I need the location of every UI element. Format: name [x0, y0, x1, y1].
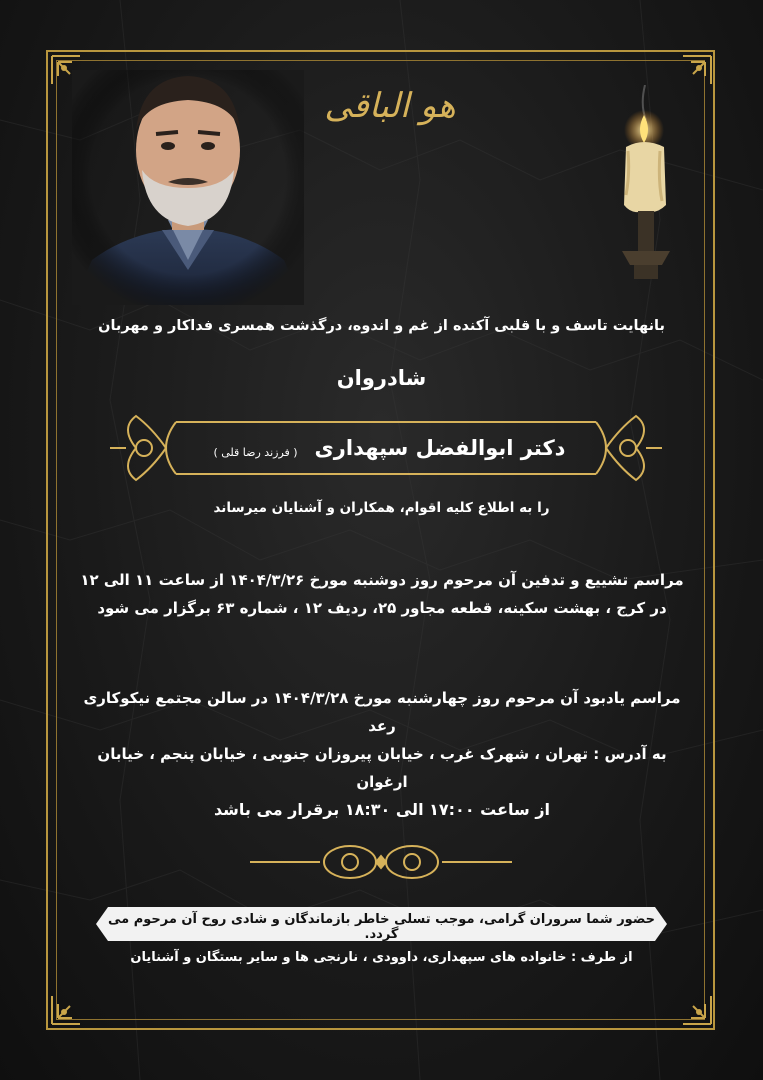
divider-ornament-icon	[250, 838, 512, 886]
corner-ornament-icon	[669, 982, 713, 1026]
honorific: شادروان	[336, 366, 427, 390]
from-line: از طرف : خانواده های سپهداری، داوودی ، نارنجی ها و سایر بستگان و آشنایان	[130, 950, 633, 965]
corner-ornament-icon	[50, 982, 94, 1026]
funeral-paragraph	[72, 566, 692, 622]
memorial-line-1: مراسم یادبود آن مرحوم روز چهارشنبه مورخ ۱۴۰۴/۳/۲۸ در سالن مجتمع نیکوکاری رعد	[83, 689, 681, 735]
funeral-line-2: در کرج ، بهشت سکینه، قطعه مجاور ۲۵، ردیف ۱۲ ، شماره ۶۳ برگزار می شود	[97, 599, 667, 617]
memorial-line-3: از ساعت ۱۷:۰۰ الی ۱۸:۳۰ برقرار می باشد	[213, 800, 551, 819]
memorial-line-2: به آدرس : تهران ، شهرک غرب ، خیابان پیروزان جنوبی ، خیابان پنجم ، خیابان ارغوان	[97, 745, 667, 791]
calligraphy-title: هو الباقی	[324, 86, 456, 126]
memorial-paragraph	[72, 684, 692, 824]
notice-line: را به اطلاع کلیه اقوام، همکاران و آشنایان میرساند	[213, 500, 550, 516]
deceased-name: دکتر ابوالفضل سپهداری	[314, 436, 566, 460]
closing-banner-text: حضور شما سروران گرامی، موجب تسلی خاطر بازماندگان و شادی روح آن مرحوم می گردد.	[107, 912, 656, 942]
candle-icon	[600, 85, 690, 285]
intro-line: بانهایت تاسف و با قلبی آکنده از غم و اندوه، درگذشت همسری فداکار و مهربان	[98, 318, 665, 334]
funeral-line-1: مراسم تشییع و تدفین آن مرحوم روز دوشنبه مورخ ۱۴۰۴/۳/۲۶ از ساعت ۱۱ الی ۱۲	[80, 571, 684, 589]
deceased-lineage: ( فرزند رضا قلی )	[213, 446, 298, 459]
portrait-photo	[72, 70, 304, 305]
